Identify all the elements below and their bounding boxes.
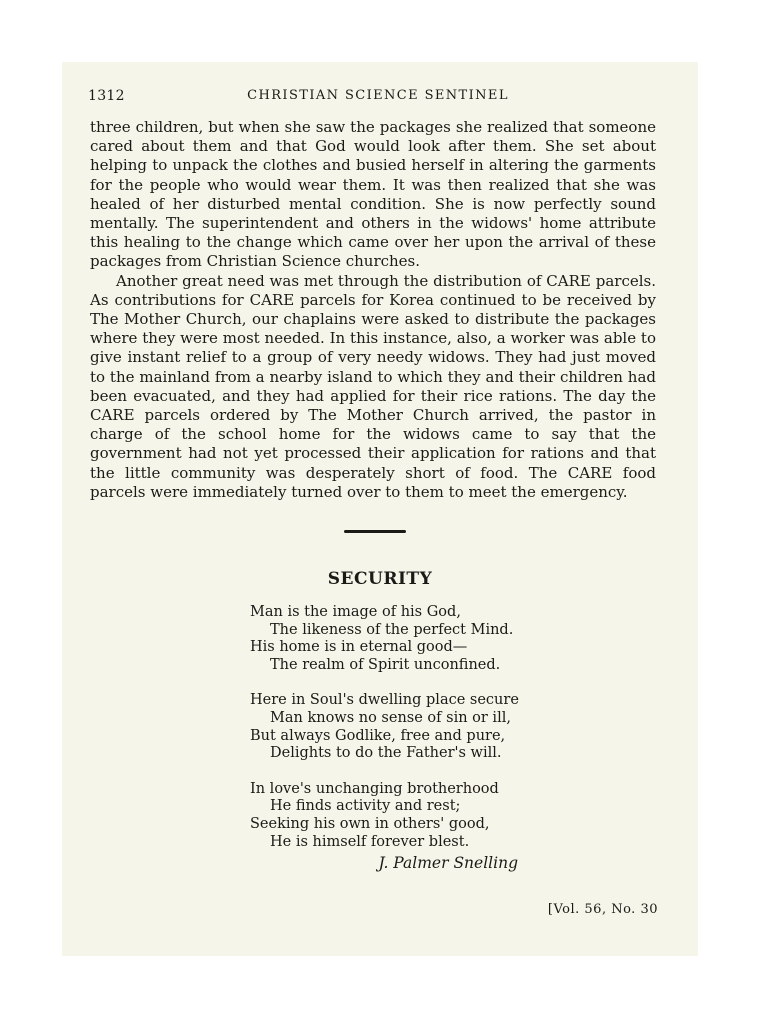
poem-line: He is himself forever blest. [270,833,470,850]
poem-line: Delights to do the Father's will. [270,745,502,762]
poem-line: In love's unchanging brotherhood [250,780,499,797]
poem [250,604,580,869]
article-body [90,118,656,502]
poem-line: Man knows no sense of sin or ill, [270,709,511,726]
poem-line: Here in Soul's dwelling place secure [250,692,519,709]
poem-author: J. Palmer Snelling [378,854,518,872]
paragraph: Another great need was met through the distribution of CARE parcels. As contributions for CARE parcels for Korea continued to be received by The Mother Church, our chaplains were asked to distribute the packages where they were most needed. In this instance, also, a worker was able to give instant relief to a group of very needy widows. They had just moved to the mainland from a nearby island to which they and their children had been evacuated, and they had applied for their rice rations. The day the CARE parcels ordered by The Mother Church arrived, the pastor in charge of the school home for the widows came to say that the government had not yet processed their application for rations and that the little community was desperately short of food. The CARE food parcels were immediately turned over to them to meet the emergency. [90,271,656,501]
document-page [62,62,698,956]
poem-line: Man is the image of his God, [250,604,461,620]
poem-line: Seeking his own in others' good, [250,815,490,832]
poem-title: SECURITY [327,569,433,589]
page-header [88,88,668,110]
poem-stanza [250,692,580,762]
poem-stanza [250,604,580,674]
poem-line: The likeness of the perfect Mind. [270,621,514,638]
volume-number: [Vol. 56, No. 30 [547,902,658,917]
poem-line: His home is in eternal good— [250,639,468,656]
paragraph: three children, but when she saw the packages she realized that someone cared about them and that God would look after them. She set about helping to unpack the clothes and busied herself in altering the garments for the people who would wear them. It was then realized that she was healed of her disturbed mental condition. She is now perfectly sound mentally. The superintendent and others in the widows' home attribute this healing to the change which came over her upon the arrival of these packages from Christian Science churches. [90,118,656,271]
journal-title: CHRISTIAN SCIENCE SENTINEL [247,88,509,103]
page-number: 1312 [88,88,125,104]
poem-line: The realm of Spirit unconfined. [270,656,501,673]
poem-line: He finds activity and rest; [270,798,461,815]
section-divider [344,530,406,533]
poem-stanza [250,781,580,851]
poem-line: But always Godlike, free and pure, [250,727,506,744]
